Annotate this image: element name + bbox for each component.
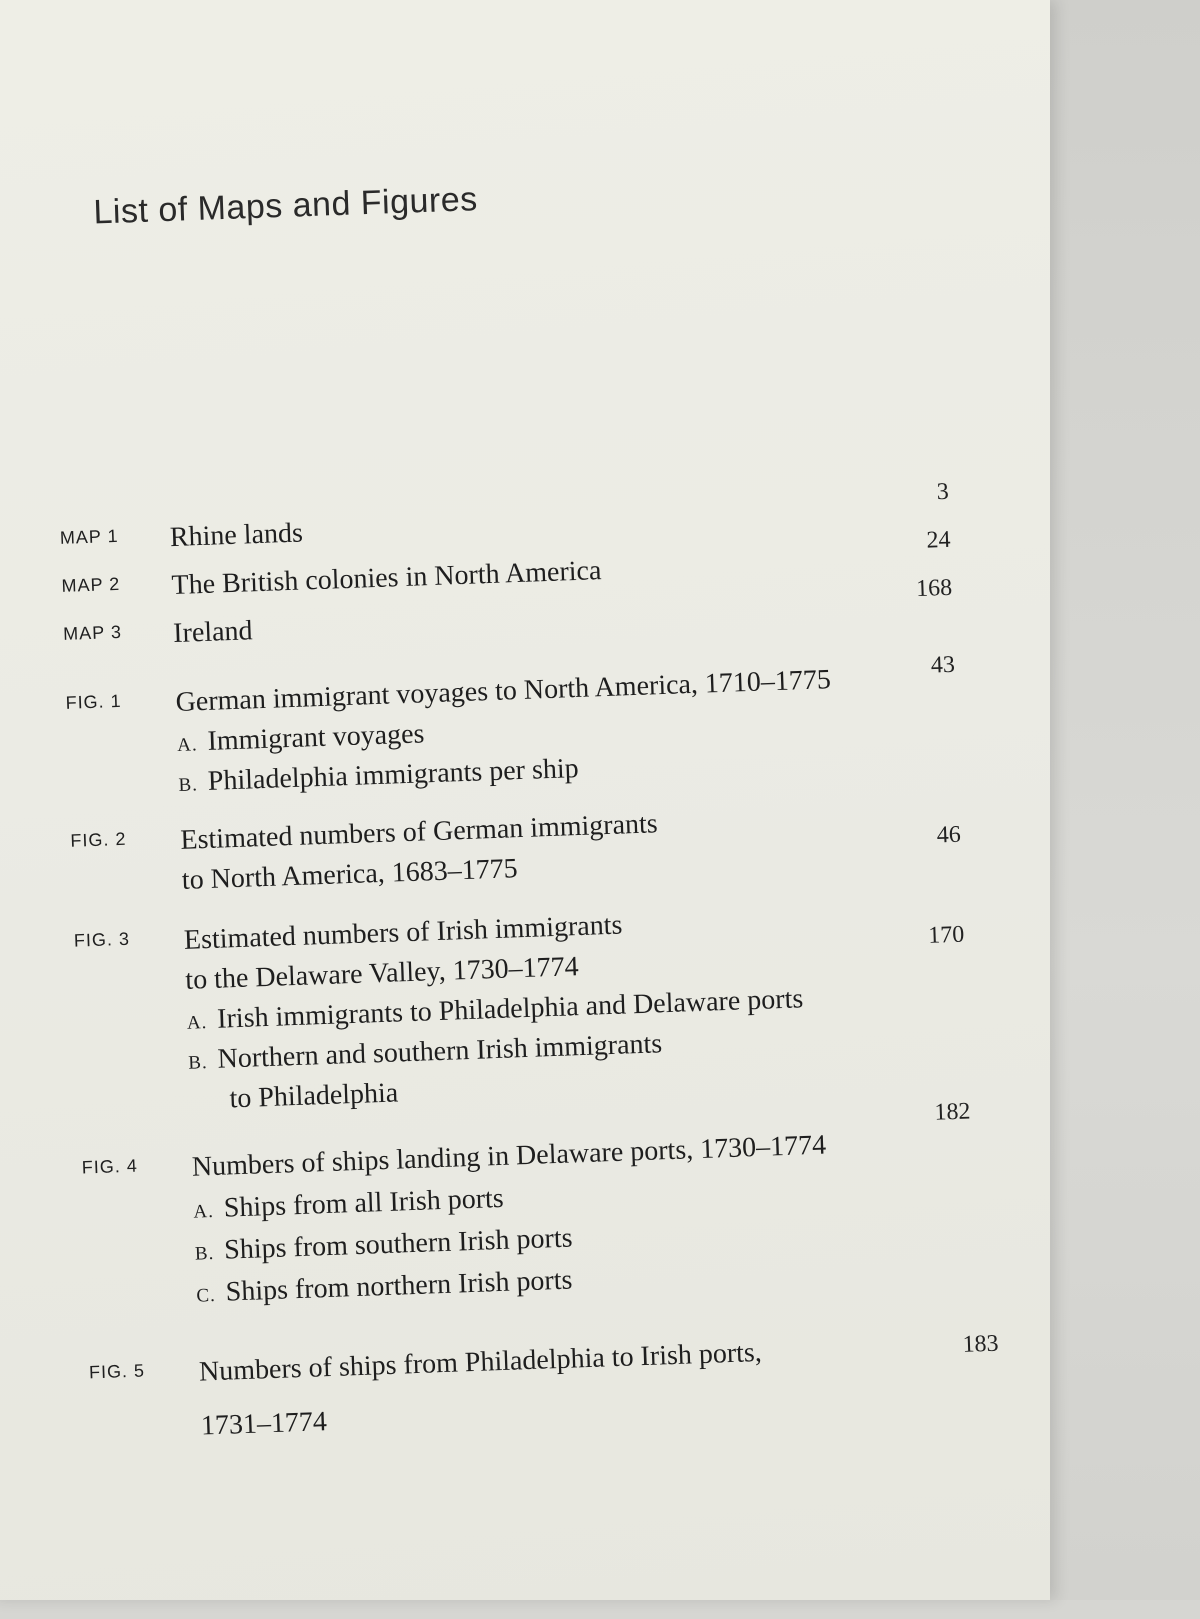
entry-page-number: 43 (930, 651, 956, 679)
entry-page-number: 24 (926, 526, 951, 554)
entry-page-number: 46 (936, 821, 962, 849)
subitem-letter: A. (193, 1200, 215, 1223)
list-entry (0, 651, 1044, 797)
subitem-text: Philadelphia immigrants per ship (207, 752, 580, 797)
entry-label: FIG. 1 (65, 690, 122, 713)
entry-label: FIG. 5 (88, 1360, 146, 1383)
subitem-text: Northern and southern Irish immigrants (217, 1028, 663, 1075)
entry-label: MAP 3 (62, 621, 123, 644)
subitem-letter: B. (187, 1052, 209, 1074)
entry-page-number: 182 (933, 1098, 971, 1126)
subitem-text: Ships from all Irish ports (223, 1182, 505, 1224)
entry-title: Numbers of ships from Philadelphia to Irish ports, (198, 1336, 763, 1388)
entry-label: MAP 1 (59, 525, 119, 548)
subitem-letter: B. (178, 774, 199, 796)
subitem-continuation: to Philadelphia (228, 1077, 399, 1115)
entry-label: FIG. 3 (73, 928, 131, 951)
entry-page-number: 170 (927, 921, 965, 949)
list-entry (8, 1322, 1067, 1442)
subitem-letter: A. (176, 734, 199, 756)
entry-label: MAP 2 (61, 573, 121, 596)
entry-title: Estimated numbers of Irish immigrants (183, 909, 623, 956)
list-entry (0, 791, 1049, 896)
list-entry (1, 1098, 1060, 1308)
entry-title-continuation: to North America, 1683–1775 (181, 853, 519, 896)
entry-page-number: 168 (915, 574, 953, 603)
entry-title: Ireland (172, 615, 254, 650)
subitem-letter: A. (186, 1012, 208, 1034)
subitem-text: Ships from southern Irish ports (223, 1222, 574, 1266)
entry-title: Rhine lands (169, 517, 304, 554)
entry-title-continuation: 1731–1774 (200, 1406, 328, 1442)
subitem-text: Irish immigrants to Philadelphia and Delaware ports (216, 983, 804, 1035)
entry-title: The British colonies in North America (171, 555, 602, 602)
entry-title: Estimated numbers of German immigrants (179, 808, 659, 856)
entry-label: FIG. 4 (81, 1155, 139, 1178)
subitem-letter: B. (194, 1242, 215, 1265)
entry-label: FIG. 2 (70, 828, 127, 851)
entry-title-continuation: to the Delaware Valley, 1730–1774 (184, 951, 580, 996)
entry-title: German immigrant voyages to North America, 1710–1775 (175, 664, 832, 718)
page-heading: List of Maps and Figures (92, 180, 479, 232)
subitem-text: Immigrant voyages (206, 718, 425, 757)
entry-page-number: 183 (962, 1330, 1000, 1358)
subitem-text: Ships from northern Irish ports (225, 1264, 573, 1308)
entry-title: Numbers of ships landing in Delaware ports, 1730–1774 (191, 1129, 827, 1183)
subitem-letter: C. (196, 1284, 217, 1307)
entry-page-number: 3 (936, 478, 950, 506)
